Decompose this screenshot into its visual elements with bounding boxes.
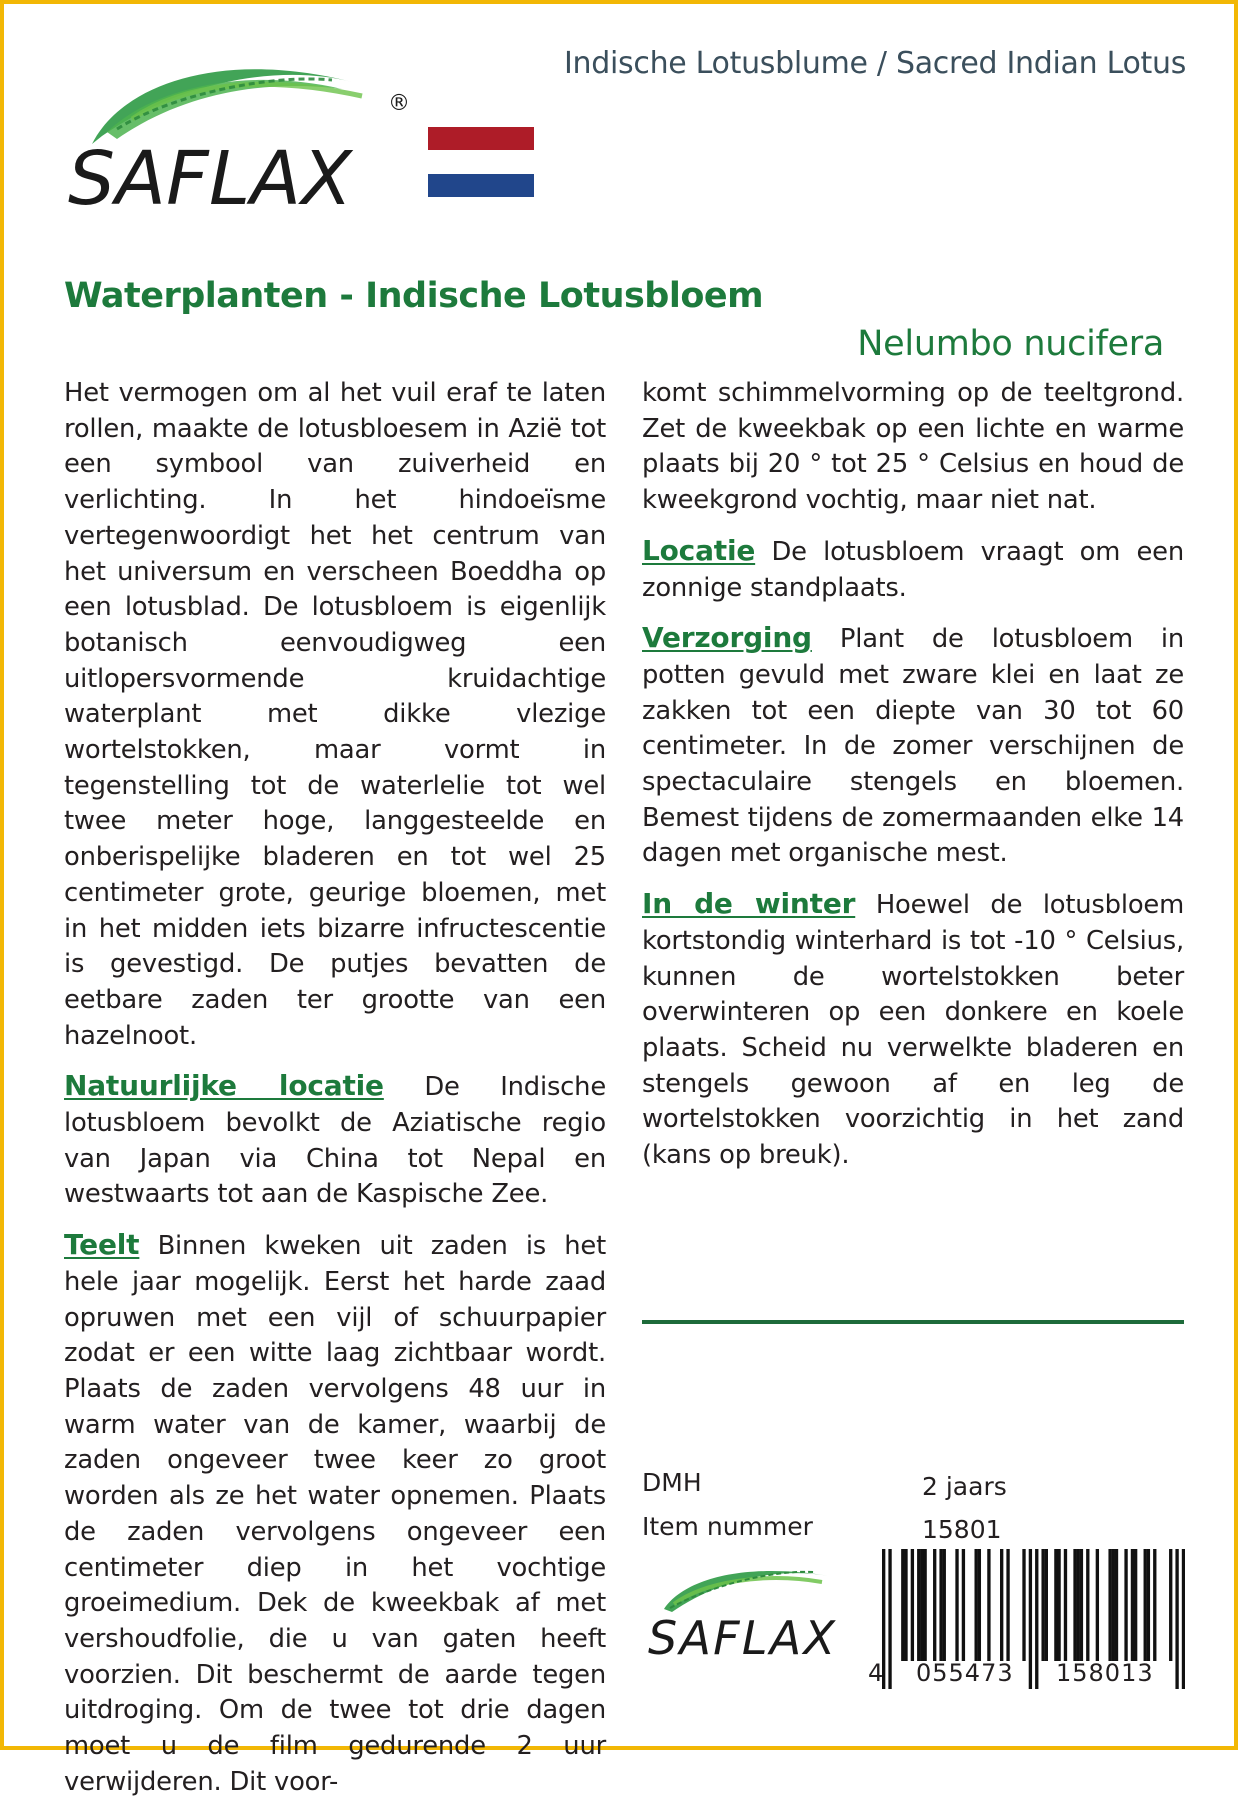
product-title: Indische Lotusblume / Sacred Indian Lotus — [564, 46, 1187, 81]
barcode-group-left: 055473 — [916, 1659, 1014, 1687]
barcode-bar — [920, 1549, 923, 1661]
barcode-bar — [901, 1549, 904, 1661]
section-heading: In de winter — [642, 887, 856, 921]
section-text: De Indische lotusbloem bevolkt de Aziatische regio van Japan via China tot Nepal en westwaarts tot aan de Kaspische Zee. — [64, 1072, 606, 1210]
barcode-bar — [1064, 1549, 1067, 1661]
barcode-bar — [978, 1549, 981, 1661]
section-winter — [642, 886, 1184, 1174]
barcode-bar — [974, 1549, 977, 1661]
text-column-left — [64, 376, 606, 1814]
section-text: Hoewel de lotusbloem kortstondig winterhard is tot -10 ° Celsius, kunnen de wortelstokken beter overwinteren op een donkere en koele plaats. Scheid nu verwelkte bladeren en stengels gewoon af en leg de wortelstokken voorzichtig in het zand (kans op breuk). — [642, 890, 1184, 1171]
barcode-bar — [1057, 1549, 1060, 1661]
barcode-bar — [943, 1549, 946, 1661]
section-heading: Teelt — [64, 1228, 140, 1262]
section-heading: Verzorging — [642, 621, 812, 655]
barcode-bar — [1006, 1549, 1009, 1661]
barcode-bar — [987, 1549, 990, 1661]
barcode-bar — [1147, 1549, 1150, 1661]
barcode-group-right: 158013 — [1056, 1659, 1154, 1687]
barcode-bar — [933, 1549, 936, 1661]
barcode-bar — [955, 1549, 958, 1661]
barcode-bar — [1153, 1549, 1156, 1661]
barcode-bar — [923, 1549, 926, 1661]
barcode-bar — [1115, 1549, 1118, 1661]
barcode-digit-first: 4 — [868, 1659, 884, 1687]
item-number-value: 15801 — [922, 1515, 1002, 1544]
section-location — [642, 533, 1184, 606]
barcode-bar — [1045, 1549, 1048, 1661]
barcode-bar — [1144, 1549, 1147, 1661]
section-heading: Natuurlijke locatie — [64, 1069, 384, 1103]
barcode-bar — [904, 1549, 907, 1661]
barcode-bar — [1022, 1549, 1025, 1661]
barcode-bar — [1134, 1549, 1137, 1661]
barcode-guard-bar — [1029, 1549, 1032, 1689]
text-column-right — [642, 376, 1184, 1188]
netherlands-flag-icon — [428, 127, 534, 197]
latin-name: Nelumbo nucifera — [857, 324, 1164, 364]
cultivation-continuation: komt schimmelvorming op de teeltgrond. Zet de kweekbak op een lichte en warme plaats bij 20 ° tot 25 ° Celsius en houd de kweekgrond vochtig, maar niet nat. — [642, 378, 1184, 516]
barcode-guard-bar — [1182, 1549, 1185, 1689]
dmh-value: 2 jaars — [922, 1472, 1007, 1501]
barcode-bar — [1112, 1549, 1115, 1661]
barcode — [868, 1549, 1185, 1729]
page-title: Waterplanten - Indische Lotusbloem — [64, 276, 764, 316]
barcode-bar — [917, 1549, 920, 1661]
section-text: Plant de lotusbloem in potten gevuld met zware klei en laat ze zakken tot een diepte van 30 tot 60 centimeter. In de zomer verschijnen de spectaculaire stengels en bloemen. Bemest tijdens de zomermaanden elke 14 dagen met organische mest. — [642, 624, 1184, 869]
saflax-logo — [62, 44, 412, 214]
logo-text: SAFLAX — [68, 136, 358, 214]
barcode-bar — [1086, 1549, 1089, 1661]
saflax-logo-small — [644, 1554, 844, 1664]
logo-text-small: SAFLAX — [648, 1611, 838, 1664]
barcode-bar — [962, 1549, 965, 1661]
section-text: De lotusbloem vraagt om een zonnige standplaats. — [642, 536, 1184, 603]
barcode-bar — [1073, 1549, 1076, 1661]
section-text: Binnen kweken uit zaden is het hele jaar mogelijk. Eerst het harde zaad opruwen met een vijl of schuurpapier zodat er een witte laag zichtbaar wordt. Plaats de zaden vervolgens 48 uur in warm water van de kamer, waarbij de zaden ongeveer twee keer zo groot worden als ze het water opnemen. Plaats de zaden vervolgens ongeveer een centimeter diep in het vochtige groeimedium. Dek de kweekbak af met vershoudfolie, die u van gaten heeft voorzien. Dit beschermt de aarde tegen uitdroging. Om de twee tot drie dagen moet u de film gedurende 2 uur verwijderen. Dit voor- — [64, 1231, 606, 1797]
barcode-bar — [1000, 1549, 1003, 1661]
dmh-label: DMH — [642, 1468, 702, 1497]
barcode-bar — [1096, 1549, 1099, 1661]
intro-paragraph: Het vermogen om al het vuil eraf te laten rollen, maakte de lotusbloesem in Azië tot een symbool van zuiverheid en verlichting. In het hindoeïsme vertegenwoordigt het het centrum van het universum en verscheen Boeddha op een lotusblad. De lotusbloem is eigenlijk botanisch eenvoudigweg een uitlopersvormende kruidachtige waterplant met dikke vlezige wortelstokken, maar vormt in tegenstelling tot de waterlelie tot wel twee meter hoge, langgesteelde en onberispelijke bladeren en tot wel 25 centimeter grote, geurige bloemen, met in het midden iets bizarre infructescentie is gevestigd. De putjes bevatten de eetbare zaden ter grootte van een hazelnoot. — [64, 378, 606, 1051]
divider — [642, 1320, 1184, 1324]
section-heading: Locatie — [642, 533, 756, 567]
section-natural-location — [64, 1068, 606, 1213]
barcode-bar — [1041, 1549, 1044, 1661]
barcode-guard-bar — [888, 1549, 891, 1689]
barcode-bar — [1080, 1549, 1083, 1661]
barcode-guard-bar — [1035, 1549, 1038, 1689]
barcode-bar — [1124, 1549, 1127, 1661]
section-cultivation — [64, 1227, 606, 1800]
barcode-bar — [1108, 1549, 1111, 1661]
barcode-bar — [1131, 1549, 1134, 1661]
barcode-bar — [911, 1549, 914, 1661]
barcode-bar — [1077, 1549, 1080, 1661]
registered-mark: ® — [388, 91, 410, 116]
barcode-bar — [939, 1549, 942, 1661]
barcode-bar — [1054, 1549, 1057, 1661]
barcode-guard-bar — [1175, 1549, 1178, 1689]
item-number-label: Item nummer — [642, 1512, 813, 1541]
barcode-bar — [1169, 1549, 1172, 1661]
section-care — [642, 620, 1184, 872]
